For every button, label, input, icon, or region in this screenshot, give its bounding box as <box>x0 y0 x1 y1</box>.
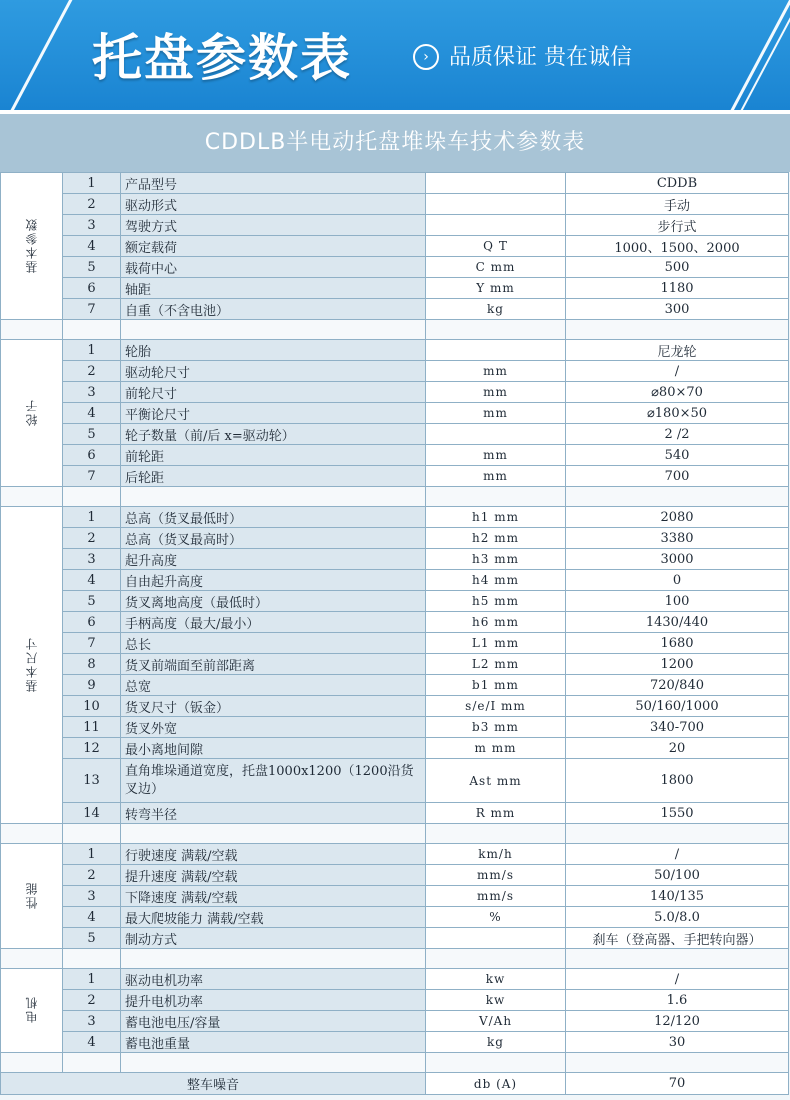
param-value: 尼龙轮 <box>566 340 789 361</box>
table-row <box>1 591 789 612</box>
param-value: 3380 <box>566 528 789 549</box>
param-value: 70 <box>566 1073 789 1095</box>
param-unit: km/h <box>426 844 566 865</box>
table-row <box>1 759 789 803</box>
row-number: 2 <box>63 194 121 215</box>
param-value: 0 <box>566 570 789 591</box>
row-number: 12 <box>63 738 121 759</box>
row-number: 4 <box>63 570 121 591</box>
table-row <box>1 654 789 675</box>
param-unit: mm <box>426 403 566 424</box>
divider-cell <box>566 1053 789 1073</box>
row-number: 5 <box>63 591 121 612</box>
param-unit: h3 mm <box>426 549 566 570</box>
section-category <box>1 969 63 1053</box>
param-name: 整车噪音 <box>1 1073 426 1095</box>
spec-table-title: CDDLB半电动托盘堆垛车技术参数表 <box>0 114 790 172</box>
divider-cell <box>1 949 63 969</box>
section-category-label: 基本尺寸 <box>25 635 39 692</box>
row-number: 3 <box>63 382 121 403</box>
param-unit <box>426 424 566 445</box>
table-row <box>1 507 789 528</box>
spec-sheet <box>0 114 790 1100</box>
param-unit <box>426 340 566 361</box>
banner-slogan: 品质保证 贵在诚信 <box>449 45 632 70</box>
section-category <box>1 340 63 487</box>
table-row <box>1 257 789 278</box>
param-value: 50/100 <box>566 865 789 886</box>
param-unit: kg <box>426 1032 566 1053</box>
table-row <box>1 403 789 424</box>
divider-cell <box>426 1053 566 1073</box>
param-value: 720/840 <box>566 675 789 696</box>
banner-stripe-left <box>5 0 78 110</box>
param-name: 轮胎 <box>121 340 426 361</box>
param-value: 20 <box>566 738 789 759</box>
section-divider-row <box>1 824 789 844</box>
table-row <box>1 717 789 738</box>
param-unit: s/e/I mm <box>426 696 566 717</box>
param-name: 自重（不含电池） <box>121 299 426 320</box>
table-row <box>1 865 789 886</box>
divider-cell <box>426 487 566 507</box>
param-value: 1430/440 <box>566 612 789 633</box>
param-unit: mm/s <box>426 886 566 907</box>
row-number: 10 <box>63 696 121 717</box>
row-number: 2 <box>63 528 121 549</box>
param-unit: Y mm <box>426 278 566 299</box>
param-value: 手动 <box>566 194 789 215</box>
param-unit: mm <box>426 466 566 487</box>
divider-cell <box>63 487 121 507</box>
param-value: 1550 <box>566 803 789 824</box>
table-row <box>1 1011 789 1032</box>
table-row <box>1 570 789 591</box>
param-value: 300 <box>566 299 789 320</box>
param-name: 驱动电机功率 <box>121 969 426 990</box>
param-name: 驱动轮尺寸 <box>121 361 426 382</box>
param-name: 驱动形式 <box>121 194 426 215</box>
param-unit: h4 mm <box>426 570 566 591</box>
param-value: ⌀180×50 <box>566 403 789 424</box>
table-row <box>1 612 789 633</box>
param-unit: m mm <box>426 738 566 759</box>
param-name: 前轮尺寸 <box>121 382 426 403</box>
divider-cell <box>426 320 566 340</box>
table-row <box>1 194 789 215</box>
param-unit: h6 mm <box>426 612 566 633</box>
param-unit: h5 mm <box>426 591 566 612</box>
param-name: 最小离地间隙 <box>121 738 426 759</box>
table-row <box>1 299 789 320</box>
param-unit: C mm <box>426 257 566 278</box>
param-name: 提升速度 满载/空载 <box>121 865 426 886</box>
param-unit: V/Ah <box>426 1011 566 1032</box>
param-name: 额定载荷 <box>121 236 426 257</box>
table-row <box>1 886 789 907</box>
row-number: 8 <box>63 654 121 675</box>
section-divider-row <box>1 949 789 969</box>
row-number: 4 <box>63 236 121 257</box>
divider-cell <box>121 949 426 969</box>
param-value: / <box>566 969 789 990</box>
row-number: 6 <box>63 445 121 466</box>
banner-title: 托盘参数表 <box>92 29 352 87</box>
param-value: 30 <box>566 1032 789 1053</box>
table-row <box>1 803 789 824</box>
row-number: 7 <box>63 633 121 654</box>
param-value: 1800 <box>566 759 789 803</box>
row-number: 7 <box>63 466 121 487</box>
param-unit: Q T <box>426 236 566 257</box>
param-unit: kg <box>426 299 566 320</box>
divider-cell <box>121 487 426 507</box>
param-name: 总宽 <box>121 675 426 696</box>
param-value: / <box>566 361 789 382</box>
table-row <box>1 173 789 194</box>
row-number: 5 <box>63 928 121 949</box>
table-row <box>1 990 789 1011</box>
table-row <box>1 549 789 570</box>
param-value: 140/135 <box>566 886 789 907</box>
row-number: 1 <box>63 173 121 194</box>
param-name: 驾驶方式 <box>121 215 426 236</box>
param-name: 平衡论尺寸 <box>121 403 426 424</box>
param-name: 产品型号 <box>121 173 426 194</box>
table-row <box>1 738 789 759</box>
param-unit: mm <box>426 361 566 382</box>
divider-cell <box>1 487 63 507</box>
row-number: 4 <box>63 1032 121 1053</box>
table-row <box>1 445 789 466</box>
param-unit <box>426 194 566 215</box>
spec-table <box>0 172 789 1095</box>
param-name: 后轮距 <box>121 466 426 487</box>
param-name: 轮子数量（前/后 x=驱动轮） <box>121 424 426 445</box>
param-value: 100 <box>566 591 789 612</box>
param-name: 蓄电池重量 <box>121 1032 426 1053</box>
param-unit: b1 mm <box>426 675 566 696</box>
param-name: 载荷中心 <box>121 257 426 278</box>
param-value: 500 <box>566 257 789 278</box>
param-value: 1000、1500、2000 <box>566 236 789 257</box>
param-name: 总高（货叉最高时） <box>121 528 426 549</box>
divider-cell <box>121 320 426 340</box>
param-unit <box>426 928 566 949</box>
section-divider-row <box>1 487 789 507</box>
param-name: 蓄电池电压/容量 <box>121 1011 426 1032</box>
param-unit: mm <box>426 382 566 403</box>
table-row <box>1 424 789 445</box>
row-number: 5 <box>63 424 121 445</box>
divider-cell <box>426 949 566 969</box>
param-unit: h2 mm <box>426 528 566 549</box>
param-value: 1680 <box>566 633 789 654</box>
divider-cell <box>1 1053 63 1073</box>
param-value: 2080 <box>566 507 789 528</box>
param-unit: kw <box>426 990 566 1011</box>
table-row <box>1 215 789 236</box>
row-number: 5 <box>63 257 121 278</box>
param-name: 转弯半径 <box>121 803 426 824</box>
row-number: 13 <box>63 759 121 803</box>
param-value: ⌀80×70 <box>566 382 789 403</box>
param-unit: db (A) <box>426 1073 566 1095</box>
param-value: 2 /2 <box>566 424 789 445</box>
section-divider-row <box>1 1053 789 1073</box>
section-category-label: 轮子 <box>25 397 39 426</box>
param-value: / <box>566 844 789 865</box>
table-row <box>1 969 789 990</box>
param-unit: L1 mm <box>426 633 566 654</box>
divider-cell <box>121 1053 426 1073</box>
param-name: 下降速度 满载/空载 <box>121 886 426 907</box>
param-name: 轴距 <box>121 278 426 299</box>
section-category <box>1 507 63 824</box>
divider-cell <box>1 320 63 340</box>
row-number: 3 <box>63 1011 121 1032</box>
table-row <box>1 633 789 654</box>
param-value: 50/160/1000 <box>566 696 789 717</box>
param-name: 手柄高度（最大/最小） <box>121 612 426 633</box>
row-number: 1 <box>63 507 121 528</box>
table-row-noise <box>1 1073 789 1095</box>
page-banner <box>0 0 790 110</box>
param-unit: b3 mm <box>426 717 566 738</box>
divider-cell <box>121 824 426 844</box>
row-number: 4 <box>63 907 121 928</box>
param-unit <box>426 173 566 194</box>
table-row <box>1 1032 789 1053</box>
row-number: 1 <box>63 340 121 361</box>
param-unit: Ast mm <box>426 759 566 803</box>
row-number: 1 <box>63 844 121 865</box>
param-name: 货叉前端面至前部距离 <box>121 654 426 675</box>
param-unit <box>426 215 566 236</box>
divider-cell <box>566 487 789 507</box>
divider-cell <box>566 824 789 844</box>
table-row <box>1 382 789 403</box>
param-unit: % <box>426 907 566 928</box>
divider-cell <box>63 824 121 844</box>
row-number: 3 <box>63 215 121 236</box>
divider-cell <box>1 824 63 844</box>
table-row <box>1 361 789 382</box>
table-row <box>1 236 789 257</box>
param-value: 1180 <box>566 278 789 299</box>
param-name: 货叉尺寸（钣金） <box>121 696 426 717</box>
row-number: 14 <box>63 803 121 824</box>
table-row <box>1 528 789 549</box>
section-divider-row <box>1 320 789 340</box>
section-category <box>1 844 63 949</box>
param-value: 3000 <box>566 549 789 570</box>
row-number: 2 <box>63 865 121 886</box>
row-number: 4 <box>63 403 121 424</box>
param-name: 提升电机功率 <box>121 990 426 1011</box>
param-value: 540 <box>566 445 789 466</box>
table-row <box>1 907 789 928</box>
row-number: 2 <box>63 361 121 382</box>
row-number: 3 <box>63 886 121 907</box>
divider-cell <box>63 1053 121 1073</box>
table-row <box>1 696 789 717</box>
row-number: 11 <box>63 717 121 738</box>
param-name: 货叉离地高度（最低时） <box>121 591 426 612</box>
row-number: 2 <box>63 990 121 1011</box>
param-name: 制动方式 <box>121 928 426 949</box>
divider-cell <box>63 949 121 969</box>
row-number: 7 <box>63 299 121 320</box>
param-name: 最大爬坡能力 满载/空载 <box>121 907 426 928</box>
param-value: 刹车（登高器、手把转向器） <box>566 928 789 949</box>
table-row <box>1 928 789 949</box>
param-unit: R mm <box>426 803 566 824</box>
param-name: 行驶速度 满载/空载 <box>121 844 426 865</box>
param-name: 自由起升高度 <box>121 570 426 591</box>
param-name: 直角堆垛通道宽度，托盘1000x1200（1200沿货叉边） <box>121 759 426 803</box>
param-value: 5.0/8.0 <box>566 907 789 928</box>
param-name: 总高（货叉最低时） <box>121 507 426 528</box>
divider-cell <box>426 824 566 844</box>
row-number: 1 <box>63 969 121 990</box>
divider-cell <box>63 320 121 340</box>
param-name: 总长 <box>121 633 426 654</box>
row-number: 9 <box>63 675 121 696</box>
divider-cell <box>566 949 789 969</box>
param-name: 货叉外宽 <box>121 717 426 738</box>
param-name: 起升高度 <box>121 549 426 570</box>
table-row <box>1 466 789 487</box>
param-value: 1.6 <box>566 990 789 1011</box>
param-value: 340-700 <box>566 717 789 738</box>
param-unit: kw <box>426 969 566 990</box>
section-category-label: 性能 <box>25 880 39 909</box>
param-value: CDDB <box>566 173 789 194</box>
param-unit: L2 mm <box>426 654 566 675</box>
param-name: 前轮距 <box>121 445 426 466</box>
param-value: 步行式 <box>566 215 789 236</box>
row-number: 6 <box>63 612 121 633</box>
divider-cell <box>566 320 789 340</box>
table-row <box>1 675 789 696</box>
table-row <box>1 278 789 299</box>
row-number: 6 <box>63 278 121 299</box>
section-category-label: 电机 <box>25 995 39 1023</box>
param-value: 700 <box>566 466 789 487</box>
param-value: 12/120 <box>566 1011 789 1032</box>
row-number: 3 <box>63 549 121 570</box>
param-unit: h1 mm <box>426 507 566 528</box>
section-category <box>1 173 63 320</box>
chevron-right-icon: › <box>413 44 439 70</box>
table-row <box>1 340 789 361</box>
param-unit: mm <box>426 445 566 466</box>
section-category-label: 基本参数 <box>25 216 39 273</box>
param-value: 1200 <box>566 654 789 675</box>
banner-stripe-right <box>725 0 790 110</box>
table-row <box>1 844 789 865</box>
param-unit: mm/s <box>426 865 566 886</box>
